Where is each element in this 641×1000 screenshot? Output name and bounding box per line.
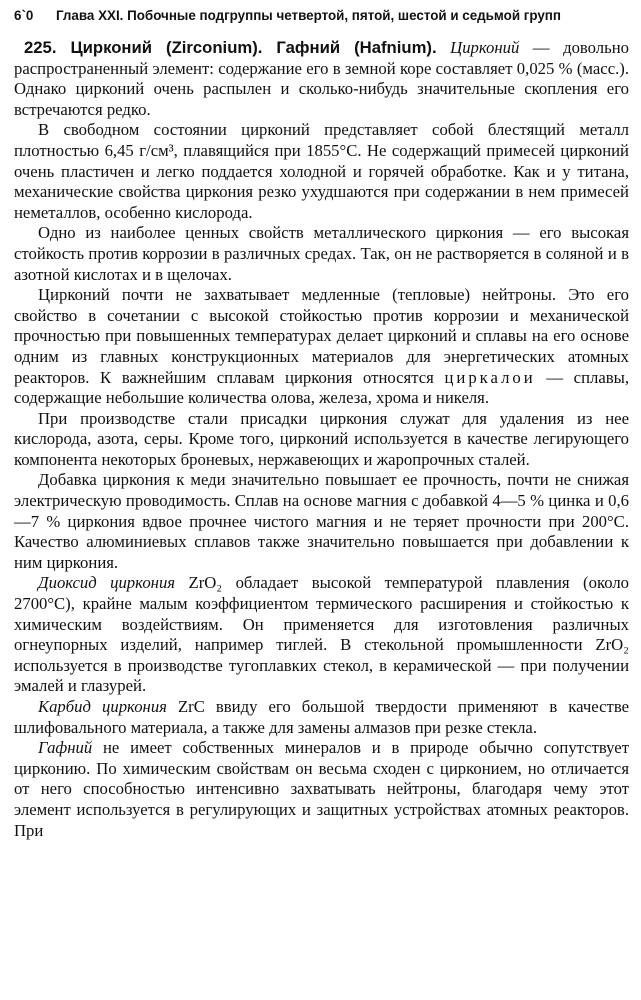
paragraph-text: ZrC ввиду его большой твердости применяют в качестве шлифовального материала, а также для замены алмазов при резке стекла.: [14, 697, 630, 737]
paragraph-hafnium: [14, 738, 629, 841]
term-zircaloy: циркалои: [444, 367, 536, 387]
paragraph-free-state: В свободном состоянии цирконий представляет собой блестящий металл плотностью 6,45 г/см³, плавящийся при 1855°С. Не содержащий примесей цирконий очень пластичен и легко поддается холодной и горячей обработке. Как и у титана, механические свойства циркония резко ухудшаются при содержании в нем примесей неметаллов, особенно кислорода.: [14, 120, 629, 222]
book-page: [14, 8, 629, 841]
paragraph-corrosion: Одно из наиболее ценных свойств металлического циркония — его высокая стойкость против коррозии в различных средах. Так, он не растворяется в соляной и в азотной кислотах и в щелочах.: [14, 223, 629, 284]
term-zirconium: Цирконий: [450, 38, 520, 57]
term-hafnium: Гафний: [38, 738, 93, 758]
paragraph-text: ZrO₂ обладает высокой температурой плавления (около 2700°С), крайне малым коэффициентом термического расширения и стойкостью к химическим воздействиям. Он применяется для изготовления различных огнеупорных изделий, например тиглей. В стекольной промышленности ZrO₂ используется в производстве тугоплавких стекол, в керамической — при получении эмалей и глазурей.: [14, 573, 629, 696]
term-zirconium-dioxide: Диоксид циркония: [38, 573, 176, 593]
paragraph-carbide: [14, 697, 629, 738]
paragraph-text: — довольно распространенный элемент: содержание его в земной коре составляет 0,025 % (масс.). Однако цирконий очень распылен и сколько-нибудь значительные скопления его встречаются редко.: [14, 38, 630, 119]
page-number: 6`0: [14, 8, 34, 23]
term-zirconium-carbide: Карбид циркония: [38, 697, 167, 716]
paragraph-intro: [14, 38, 629, 120]
paragraph-dioxide: [14, 573, 629, 697]
section-heading: 225. Цирконий (Zirconium). Гафний (Hafnium).: [24, 38, 437, 57]
paragraph-steel: При производстве стали присадки циркония служат для удаления из нее кислорода, азота, серы. Кроме того, цирконий используется в качестве легирующего компонента некоторых броневых, нержавеющих и жаропрочных сталей.: [14, 408, 629, 469]
paragraph-text: не имеет собственных минералов и в природе обычно сопутствует цирконию. По химическим свойствам он весьма сходен с цирконием, но отличается от него способностью интенсивно захватывать нейтроны, благодаря чему этот элемент используется в регулирующих и защитных устройствах атомных реакторов. При: [14, 738, 629, 840]
running-header: [14, 8, 629, 30]
paragraph-alloys: Добавка циркония к меди значительно повышает ее прочность, почти не снижая электрическую проводимость. Сплав на основе магния с добавкой 4—5 % цинка и 0,6—7 % циркония вдвое прочнее чистого магния и не теряет прочности при 200°С. Качество алюминиевых сплавов также значительно повышается при добавлении к ним циркония.: [14, 470, 629, 572]
paragraph-neutrons: [14, 285, 629, 409]
paragraph-text: Цирконий почти не захватывает медленные (тепловые) нейтроны. Это его свойство в сочетании с высокой стойкостью против коррозии и механической прочностью при повышенных температурах делает цирконий и сплавы на его основе одним из главных конструкционных материалов для энергетических атомных реакторов. К важнейшим сплавам циркония относятся: [14, 285, 629, 387]
body-text: [14, 38, 629, 841]
paragraph-text: — сплавы, содержащие небольшие количества олова, железа, хрома и никеля.: [14, 367, 629, 408]
running-title: Глава XXI. Побочные подгруппы четвертой, пятой, шестой и седьмой групп: [56, 8, 561, 23]
